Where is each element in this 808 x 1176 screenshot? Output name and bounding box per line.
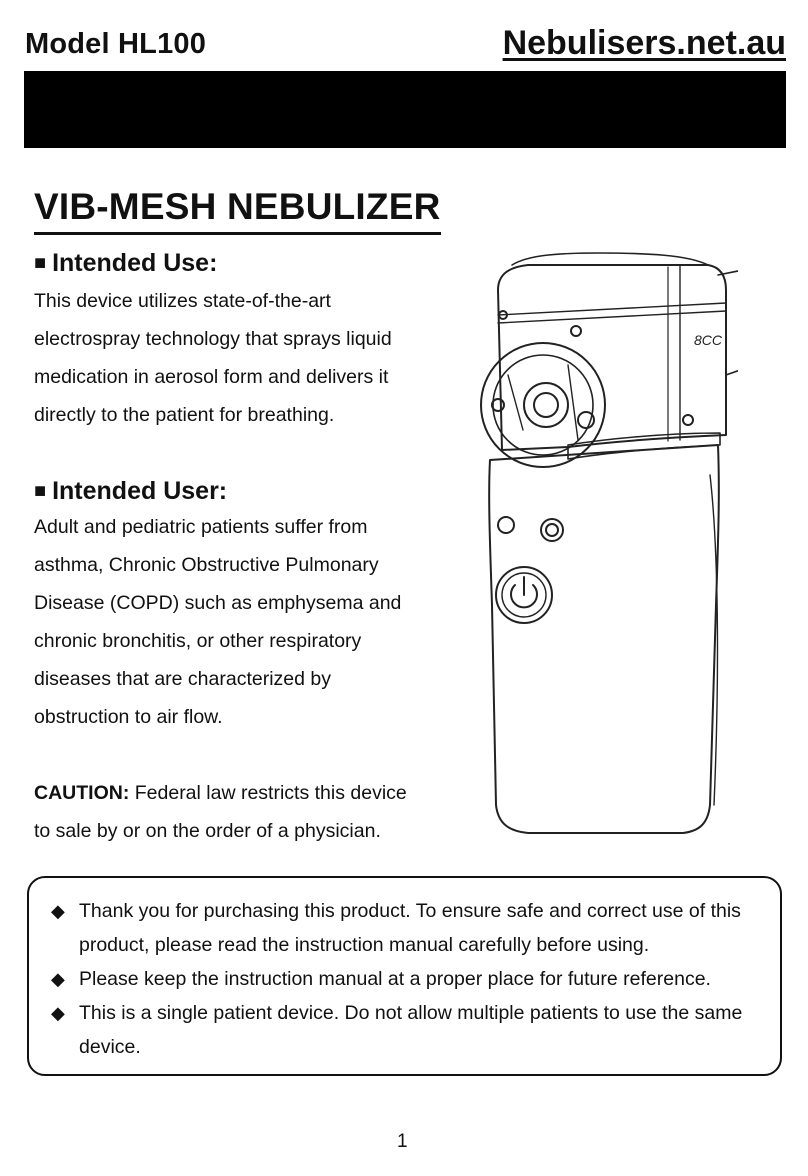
intended-use-line: medication in aerosol form and delivers it	[34, 366, 389, 388]
diamond-bullet-icon: ◆	[51, 1003, 65, 1023]
caution-line-1	[34, 774, 454, 812]
diamond-bullet-icon: ◆	[51, 901, 65, 921]
notice-item	[51, 962, 771, 996]
diamond-bullet-icon: ◆	[51, 969, 65, 989]
intended-user-heading	[34, 477, 227, 506]
intended-user-line: Disease (COPD) such as emphysema and	[34, 592, 402, 614]
notice-item	[51, 996, 771, 1064]
header-bar	[24, 71, 786, 148]
notice-box	[27, 876, 782, 1076]
caution-line-1-text: Federal law restricts this device	[129, 782, 407, 804]
intended-use-heading-text: Intended Use:	[52, 249, 218, 277]
intended-use-text	[34, 282, 454, 434]
website-link[interactable]: Nebulisers.net.au	[502, 24, 786, 62]
intended-user-line: asthma, Chronic Obstructive Pulmonary	[34, 554, 379, 576]
caution-label: CAUTION:	[34, 782, 130, 804]
notice-item	[51, 894, 771, 962]
intended-user-text	[34, 508, 454, 736]
notice-item-text: Thank you for purchasing this product. To ensure safe and correct use of this product, please read the instruction manual carefully before using.	[79, 900, 741, 956]
intended-use-heading	[34, 249, 217, 278]
nebulizer-device-illustration	[468, 245, 738, 845]
intended-user-line: obstruction to air flow.	[34, 706, 223, 728]
intended-use-line: electrospray technology that sprays liquid	[34, 328, 392, 350]
notice-item-text: This is a single patient device. Do not allow multiple patients to use the same device.	[79, 1002, 743, 1058]
intended-use-line: This device utilizes state-of-the-art	[34, 290, 331, 312]
intended-user-line: chronic bronchitis, or other respiratory	[34, 630, 362, 652]
intended-user-line: Adult and pediatric patients suffer from	[34, 516, 368, 538]
square-bullet-icon: ■	[34, 480, 47, 502]
square-bullet-icon: ■	[34, 252, 47, 274]
caution-line-2: to sale by or on the order of a physician.	[34, 820, 381, 842]
document-title: VIB-MESH NEBULIZER	[34, 186, 441, 235]
page-number: 1	[397, 1131, 408, 1152]
device-brand-label: 8CC	[694, 332, 723, 348]
intended-user-line: diseases that are characterized by	[34, 668, 331, 690]
intended-user-heading-text: Intended User:	[52, 477, 228, 505]
intended-use-line: directly to the patient for breathing.	[34, 404, 335, 426]
caution-text	[34, 774, 454, 850]
notice-item-text: Please keep the instruction manual at a proper place for future reference.	[79, 968, 711, 990]
model-name: Model HL100	[25, 28, 207, 60]
notice-list	[51, 894, 771, 1064]
